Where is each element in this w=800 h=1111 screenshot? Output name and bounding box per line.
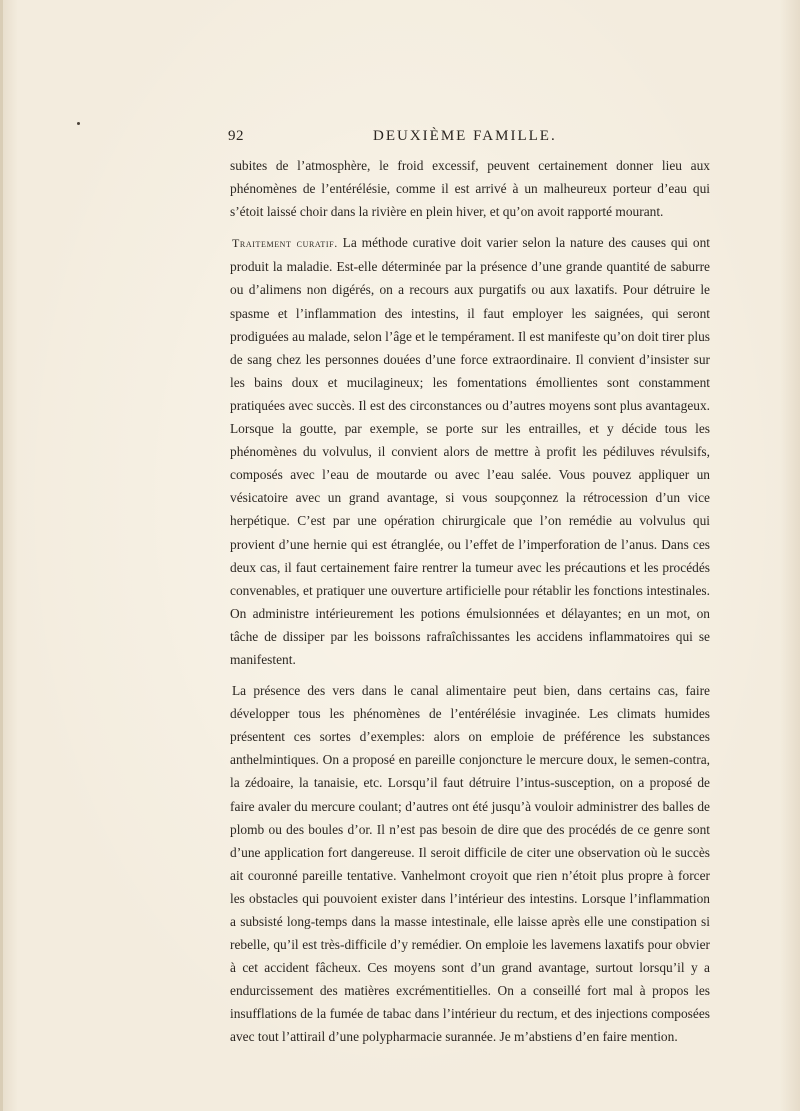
paragraph-treatment xyxy=(230,231,710,671)
page-edge xyxy=(0,0,3,1111)
page-header xyxy=(228,128,718,150)
section-heading: Traitement curatif. xyxy=(232,236,338,251)
paragraph-treatment-text: La méthode curative doit varier selon la nature des causes qui ont produit la maladie. Est-elle déterminée par la présence d’une grande quantité de saburre ou d’alimens non digérés, on a recours aux purgatifs ou aux laxatifs. Pour détruire le spasme et l’inflammation des intestins, il faut employer les saignées, qui seront prodiguées au malade, selon l’âge et le tempérament. Il est manifeste qu’on doit tirer plus de sang chez les personnes douées d’une force extraordinaire. Il convient d’insister sur les bains doux et mucilagineux; les fomentations émollientes sont constamment pratiquées avec succès. Il est des circonstances ou d’autres moyens sont plus avantageux. Lorsque la goutte, par exemple, se porte sur les entrailles, et y décide tous les phénomènes du volvulus, il convient alors de mettre à profit les pédiluves révulsifs, composés avec l’eau de moutarde ou avec l’eau salée. Vous pouvez appliquer un vésicatoire avec un grand avantage, si vous soupçonnez la rétrocession d’un vice herpétique. C’est par une opération chirurgicale que l’on remédie au volvulus qui provient d’une hernie qui est étranglée, ou l’effet de l’imperforation de l’anus. Dans ces deux cas, il faut certainement faire rentrer la tumeur avec les précautions et les procédés convenables, et pratiquer une ouverture artificielle pour rétablir les fonctions intestinales. On administre intérieurement les potions émulsionnées et délayantes; en un mot, on tâche de dissiper par les boissons rafraîchissantes les accidens inflammatoires qui se manifestent. xyxy=(230,235,710,667)
running-head: DEUXIÈME FAMILLE. xyxy=(373,128,557,144)
page-number: 92 xyxy=(228,128,244,144)
paragraph-continuation: subites de l’atmosphère, le froid excessif, peuvent certainement donner lieu aux phénomènes de l’entérélésie, comme il est arrivé à un malheureux porteur d’eau qui s’étoit laissé choir dans la rivière en plein hiver, et qu’on avoit rapporté mourant. xyxy=(230,158,710,220)
paragraph-worms: La présence des vers dans le canal alimentaire peut bien, dans certains cas, faire développer tous les phénomènes de l’entérélésie invaginée. Les climats humides présentent ces sortes d’exemples: alors on emploie de préférence les substances anthelmintiques. On a proposé en pareille conjoncture le mercure doux, le semen-contra, la zédoaire, la tanaisie, etc. Lorsqu’il faut détruire l’intus-susception, on a proposé de faire avaler du mercure coulant; d’autres ont été jusqu’à vouloir administrer des balles de plomb ou des boules d’or. Il n’est pas besoin de dire que des procédés de ce genre sont d’une application fort dangereuse. Il seroit difficile de citer une observation où le succès ait couronné pareille tentative. Vanhelmont croyoit que rien n’étoit plus propre à forcer les obstacles qui pouvoient exister dans l’intérieur des intestins. Lorsque l’inflammation a subsisté long-temps dans la masse intestinale, elle laisse après elle une constipation si rebelle, qu’il est très-difficile d’y remédier. On emploie les lavemens laxatifs pour obvier à cet accident fâcheux. Ces moyens sont d’un grand avantage, surtout lorsqu’il y a endurcissement des matières excrémentitielles. On a conseillé fort mal à propos les insufflations de la fumée de tabac dans l’intérieur du rectum, et des injections composées avec tout l’attirail d’une polypharmacie surannée. Je m’abstiens d’en faire mention. xyxy=(230,683,710,1045)
body-text xyxy=(230,154,710,1049)
ink-speck xyxy=(77,122,80,125)
